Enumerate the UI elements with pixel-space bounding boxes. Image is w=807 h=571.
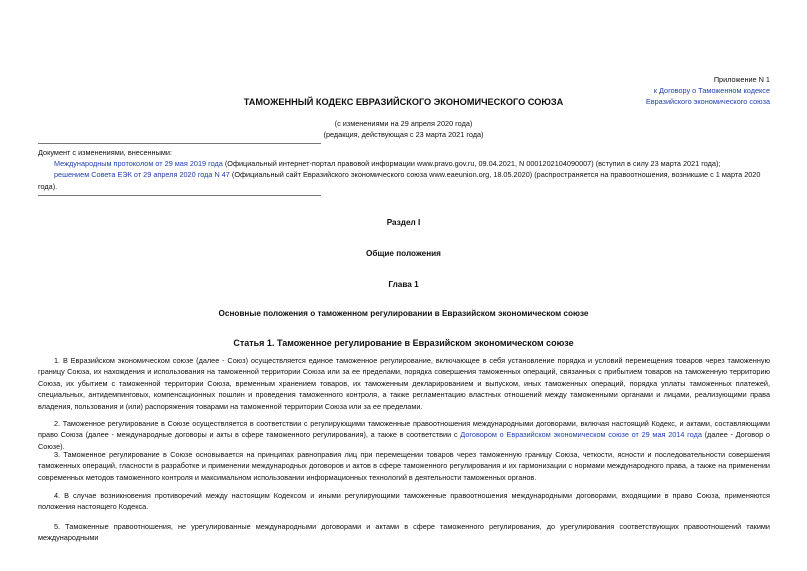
union-treaty-link[interactable]: Договором о Евразийском экономическом союзе от 29 мая 2014 года [460, 430, 702, 440]
paragraph-5: 5. Таможенные правоотношения, не урегулированные международными договорами и актами в сфере таможенного регулирования, до урегулирования соответствующих правоотношений такими международными [38, 522, 770, 543]
paragraph-1: 1. В Евразийском экономическом союзе (далее - Союз) осуществляется единое таможенное регулирование, включающее в себя установление порядка и условий перемещения товаров через таможенную границу Союза, их нахождения и использования на таможенной территории Союза или за ее пределами, порядка совершения таможенных операций, связанных с прибытием товаров на таможенную территорию Союза, их убытием с таможенной территории Союза, временным хранением товаров, их таможенным декларированием и выпуском, иных таможенных операций, порядка уплаты таможенных платежей, специальных, антидемпинговых, компенсационных пошлин и проведения таможенного контроля, а также регламентацию властных отношений между таможенными органами и лицами, реализующими права владения, пользования и (или) распоряжения товарами на таможенной территории Союза или за ее пределами. [38, 356, 770, 411]
paragraph-2: 2. Таможенное регулирование в Союзе осуществляется в соответствии с регулирующими таможенные правоотношения международными договорами, включая настоящий Кодекс, и актами, составляющими право Союза (далее - международные договоры и акты в сфере таможенного регулирования), а также в соответствии с Договором о Евразийском экономическом союзе от 29 мая 2014 года (далее - Договор о Союзе). [38, 419, 770, 451]
chapter-title: Основные положения о таможенном регулировании в Евразийском экономическом союзе [218, 309, 589, 318]
amendment-item-2 [38, 169, 770, 191]
divider-top [38, 143, 321, 144]
edition-note: (с изменениями на 29 апреля 2020 года) [334, 119, 473, 128]
paragraph-4: 4. В случае возникновения противоречий между настоящим Кодексом и иными регулирующими таможенные правоотношения международными договорами, входящими в право Союза, применяются положения настоящего Кодекса. [38, 491, 770, 512]
amendment-item-2-text: (Официальный сайт Евразийского экономического союза www.eaeunion.org, 18.05.2020) (распространяется на правоотношения, возникшие с 1 марта 2020 года). [38, 170, 761, 191]
edition-date: (редакция, действующая с 23 марта 2021 года) [323, 130, 484, 139]
amendments-intro: Документ с изменениями, внесенными: [38, 148, 172, 157]
chapter-heading: Глава 1 [388, 280, 419, 289]
annex-number: Приложение N 1 [713, 75, 770, 84]
amendment-item-1-text: (Официальный интернет-портал правовой информации www.pravo.gov.ru, 09.04.2021, N 0001202104090007) (вступил в силу 23 марта 2021 года); [222, 159, 721, 169]
divider-bottom [38, 195, 321, 196]
treaty-link-union[interactable]: Евразийского экономического союза [645, 97, 770, 106]
section-title: Общие положения [366, 249, 441, 258]
article-heading: Статья 1. Таможенное регулирование в Евразийском экономическом союзе [233, 338, 574, 348]
paragraph-3: 3. Таможенное регулирование в Союзе основывается на принципах равноправия лиц при перемещении товаров через таможенную границу Союза, четкости, ясности и последовательности совершения таможенных операций, гласности в разработке и применении международных договоров и актов в сфере таможенного регулирования и их гармонизации с нормами международного права, а также на применении современных методов таможенного контроля и максимальном использовании информационных технологий в деятельности таможенных органов. [38, 450, 770, 482]
amendments-block [38, 147, 770, 192]
protocol-link[interactable]: Международным протоколом от 29 мая 2019 года [54, 159, 223, 169]
amendment-item-1 [38, 158, 770, 169]
document-title: ТАМОЖЕННЫЙ КОДЕКС ЕВРАЗИЙСКОГО ЭКОНОМИЧЕСКОГО СОЮЗА [243, 97, 564, 107]
treaty-link[interactable]: к Договору о Таможенном кодексе [653, 86, 770, 95]
section-heading: Раздел I [386, 218, 421, 227]
decision-link[interactable]: решением Совета ЕЭК от 29 апреля 2020 года N 47 [54, 170, 230, 180]
